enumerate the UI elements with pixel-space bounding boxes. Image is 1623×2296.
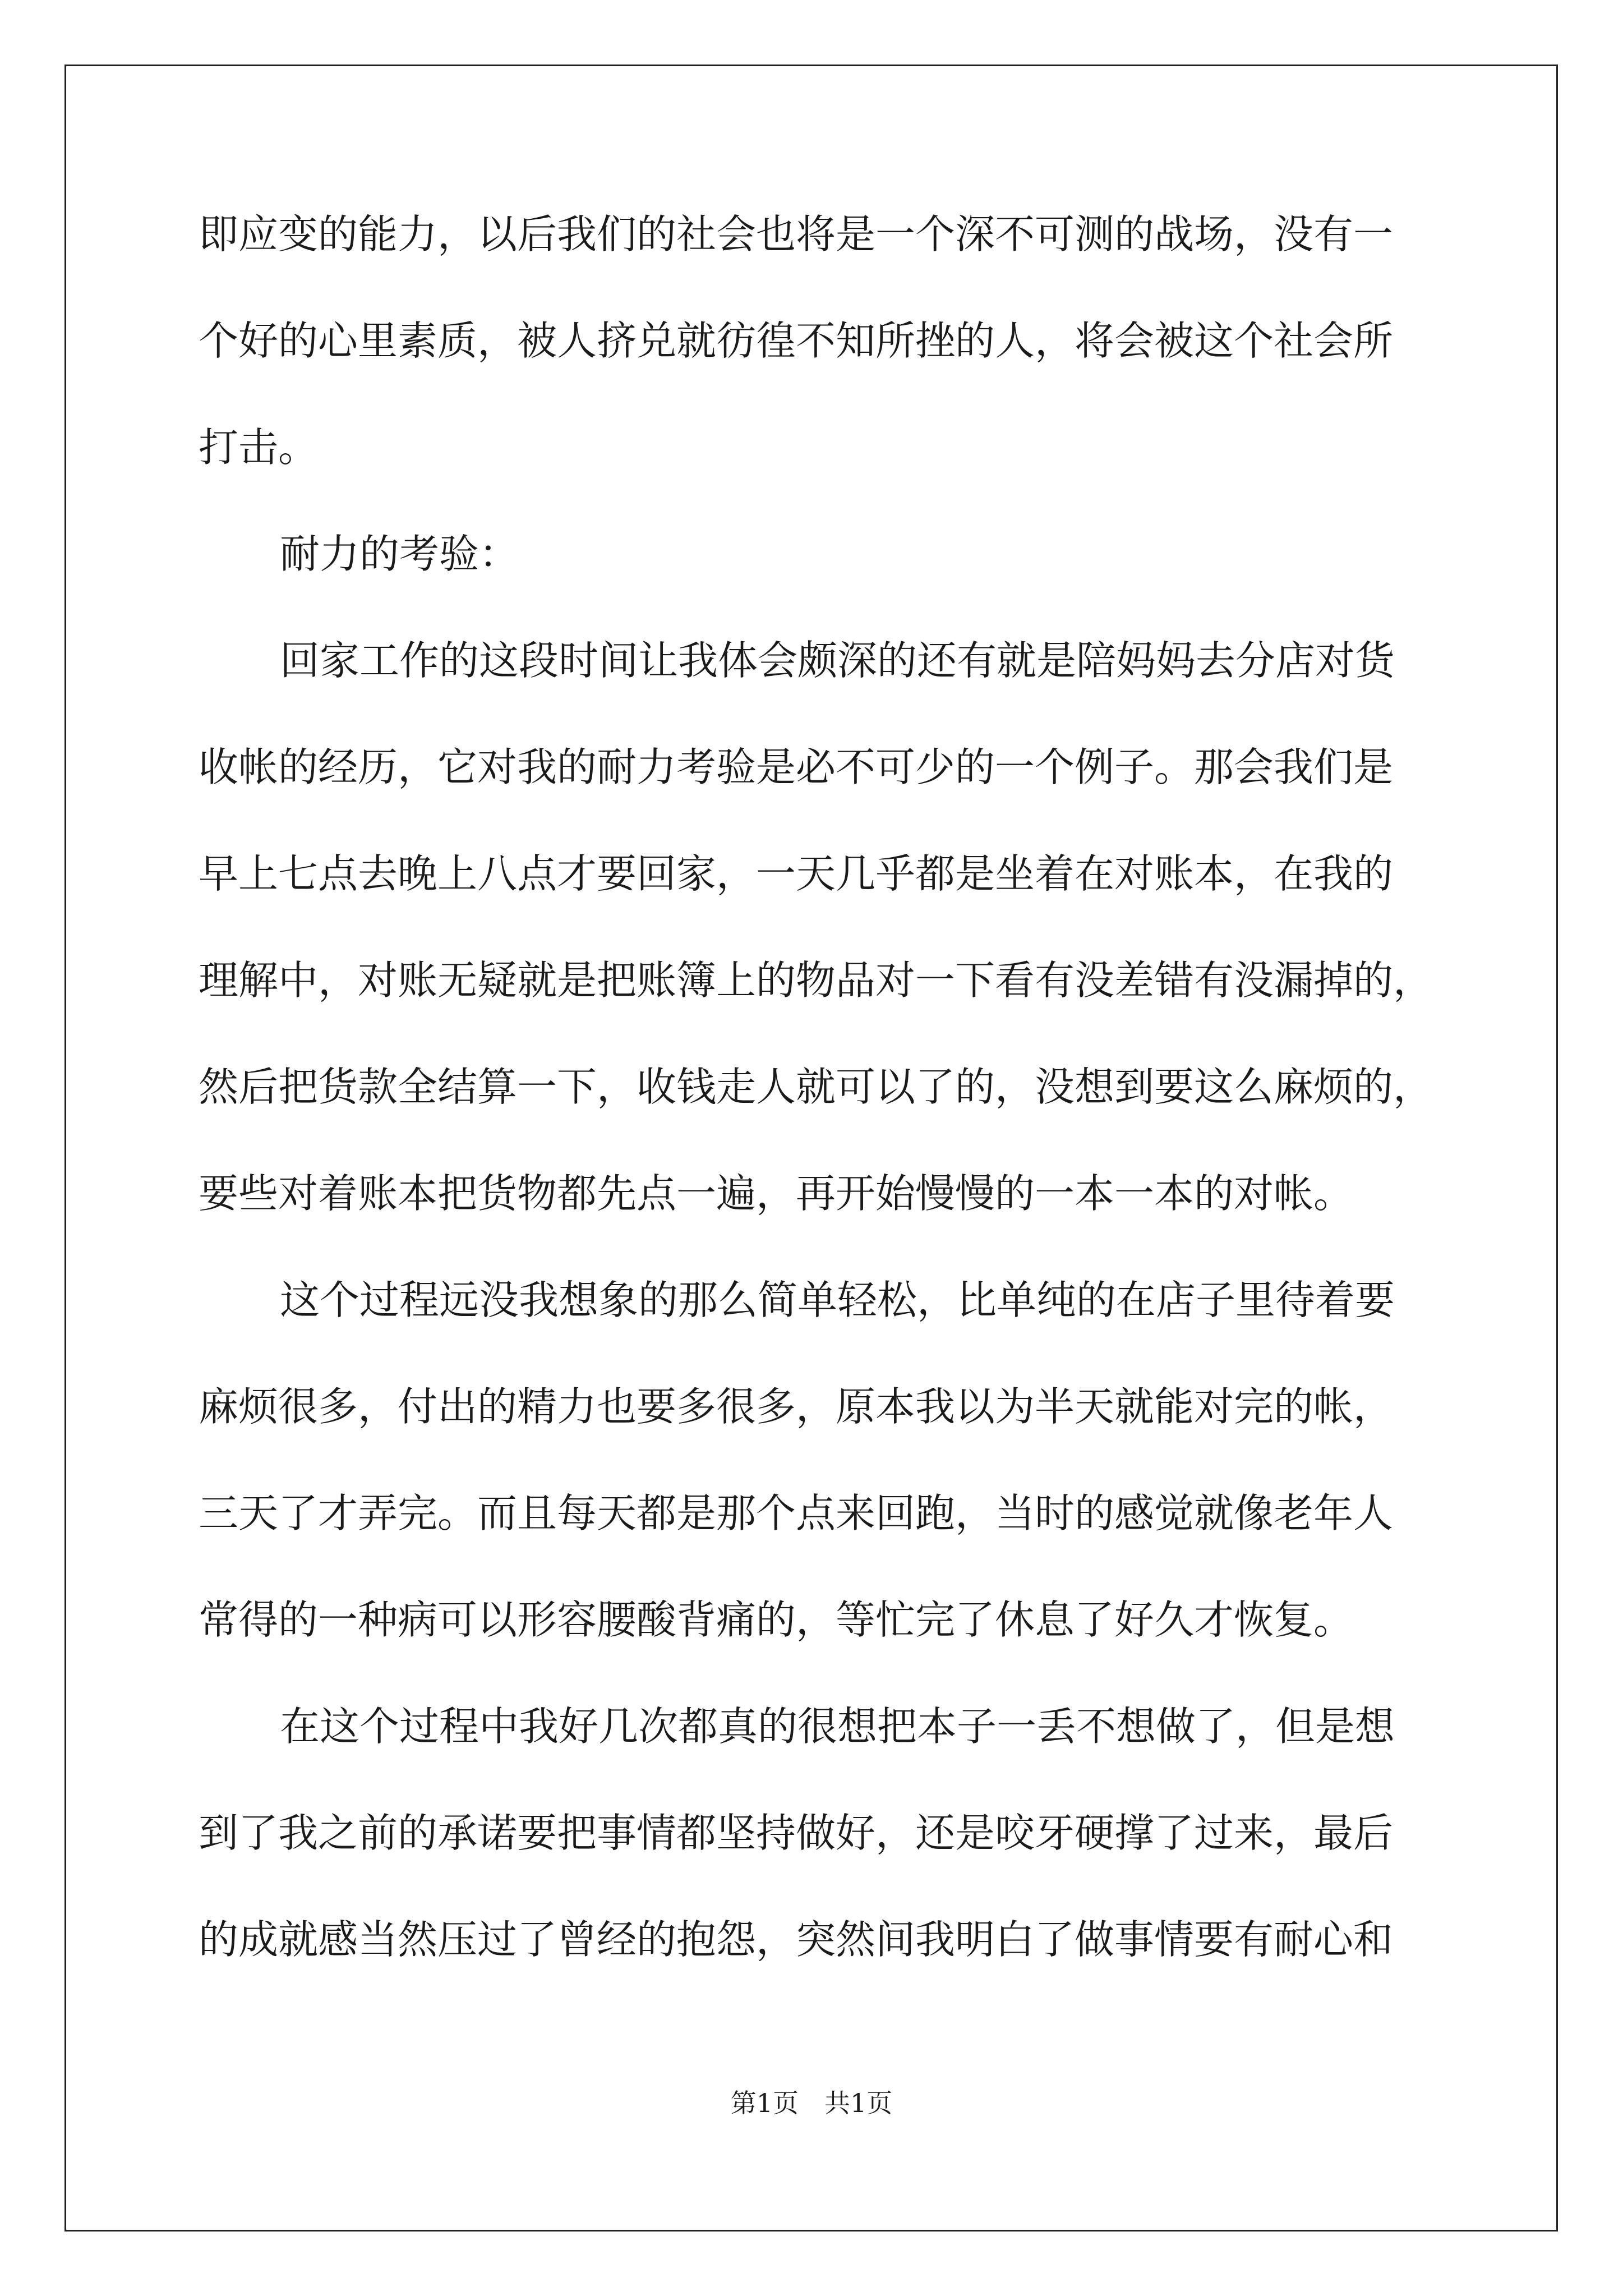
text-line: 即应变的能力，以后我们的社会也将是一个深不可测的战场，没有一 <box>199 211 1394 257</box>
text-line: 理解中，对账无疑就是把账簿上的物品对一下看有没差错有没漏掉的， <box>199 957 1433 1004</box>
text-line: 要些对着账本把货物都先点一遍，再开始慢慢的一本一本的对帐。 <box>199 1170 1354 1217</box>
text-line: 这个过程远没我想象的那么简单轻松，比单纯的在店子里待着要 <box>280 1277 1395 1323</box>
text-line: 到了我之前的承诺要把事情都坚持做好，还是咬牙硬撑了过来，最后 <box>199 1810 1394 1856</box>
text-line: 在这个过程中我好几次都真的很想把本子一丢不想做了，但是想 <box>280 1703 1395 1750</box>
page-border <box>64 65 1558 2231</box>
text-line: 麻烦很多，付出的精力也要多很多，原本我以为半天就能对完的帐， <box>199 1383 1394 1430</box>
text-line: 三天了才弄完。而且每天都是那个点来回跑，当时的感觉就像老年人 <box>199 1490 1394 1536</box>
text-line: 常得的一种病可以形容腰酸背痛的，等忙完了休息了好久才恢复。 <box>199 1596 1354 1643</box>
text-line: 早上七点去晚上八点才要回家，一天几乎都是坐着在对账本，在我的 <box>199 850 1394 897</box>
page-number: 第1页 共1页 <box>730 2088 893 2118</box>
text-line: 收帐的经历，它对我的耐力考验是必不可少的一个例子。那会我们是 <box>199 744 1394 790</box>
section-heading: 耐力的考验： <box>280 531 519 577</box>
text-line: 的成就感当然压过了曾经的抱怨，突然间我明白了做事情要有耐心和 <box>199 1916 1394 1963</box>
text-line: 个好的心里素质，被人挤兑就彷徨不知所挫的人，将会被这个社会所 <box>199 318 1394 364</box>
text-line: 然后把货款全结算一下，收钱走人就可以了的，没想到要这么麻烦的， <box>199 1064 1433 1110</box>
text-line: 打击。 <box>199 424 319 471</box>
text-line: 回家工作的这段时间让我体会颇深的还有就是陪妈妈去分店对货 <box>280 637 1395 684</box>
